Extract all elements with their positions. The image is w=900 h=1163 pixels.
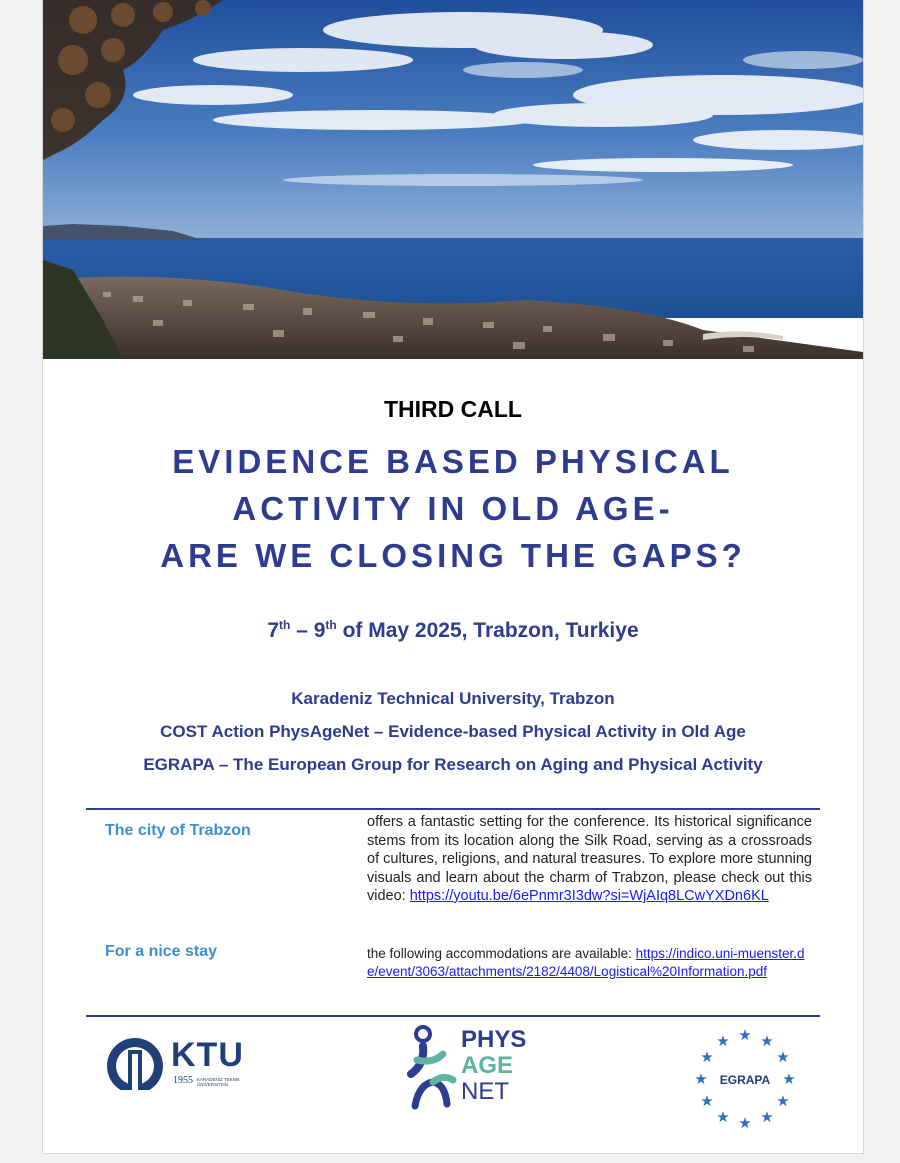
svg-text:★: ★ (760, 1108, 774, 1126)
organizer-line: EGRAPA – The European Group for Research on Aging and Physical Activity (143, 755, 763, 774)
physagenet-line1: PHYS (461, 1026, 527, 1053)
video-link[interactable]: https://youtu.be/6ePnmr3I3dw?si=WjAIq8LCwYXDn6KL (409, 888, 769, 904)
svg-text:★: ★ (716, 1032, 730, 1050)
end-day: 9 (313, 619, 326, 642)
ktu-logo (103, 1030, 263, 1100)
divider (86, 808, 820, 810)
end-suffix: th (325, 618, 337, 632)
stay-label: For a nice stay (105, 943, 218, 960)
city-text: offers a fantastic setting for the conference. Its historical significance stems from its location along the Silk Road, serving as a crossroads of cultures, religions, and natural treasures. To explore more stunning visuals and learn about the charm of Trabzon, please check out this video: (367, 814, 812, 904)
svg-text:★: ★ (700, 1092, 714, 1110)
city-description (367, 813, 812, 906)
trabzon-coast-photo (43, 0, 863, 359)
svg-text:★: ★ (716, 1108, 730, 1126)
svg-text:★: ★ (782, 1070, 796, 1088)
divider (86, 1015, 820, 1017)
svg-text:★: ★ (776, 1048, 790, 1066)
title-line: ACTIVITY IN OLD AGE- (232, 490, 674, 527)
ktu-subtitle: KARADENIZ TEKNIK ÜNIVERSITESI (197, 1077, 241, 1087)
svg-text:★: ★ (738, 1114, 752, 1132)
stay-text: the following accommodations are available: (367, 946, 636, 961)
svg-text:★: ★ (776, 1092, 790, 1110)
organizer-line: Karadeniz Technical University, Trabzon (291, 689, 615, 708)
physagenet-logo (403, 1024, 543, 1114)
flyer-page (42, 0, 864, 1154)
conference-dates (43, 618, 863, 643)
egrapa-wordmark: EGRAPA (719, 1073, 771, 1087)
svg-text:★: ★ (738, 1026, 752, 1044)
svg-text:★: ★ (694, 1070, 708, 1088)
title-line: ARE WE CLOSING THE GAPS? (160, 537, 746, 574)
svg-text:★: ★ (760, 1032, 774, 1050)
physagenet-line2: AGE (461, 1052, 514, 1079)
city-label: The city of Trabzon (105, 822, 251, 839)
conference-title (43, 438, 863, 579)
svg-text:★: ★ (700, 1048, 714, 1066)
physagenet-line3: NET (461, 1078, 509, 1105)
start-suffix: th (279, 618, 291, 632)
date-separator: – (290, 619, 314, 642)
ktu-wordmark: KTU (171, 1036, 244, 1074)
date-rest: of May 2025, Trabzon, Turkiye (336, 619, 639, 642)
organizer-line: COST Action PhysAgeNet – Evidence-based Physical Activity in Old Age (160, 722, 746, 741)
stay-description (367, 945, 812, 980)
start-day: 7 (267, 619, 280, 642)
ktu-year: 1955 (173, 1075, 193, 1086)
call-label: THIRD CALL (384, 396, 522, 422)
accommodation-link[interactable]: https://indico.uni-muenster.de/event/3063/attachments/2182/4408/Logistical%20Information.pdf (367, 946, 805, 979)
title-line: EVIDENCE BASED PHYSICAL (172, 443, 734, 480)
egrapa-logo (691, 1026, 799, 1134)
